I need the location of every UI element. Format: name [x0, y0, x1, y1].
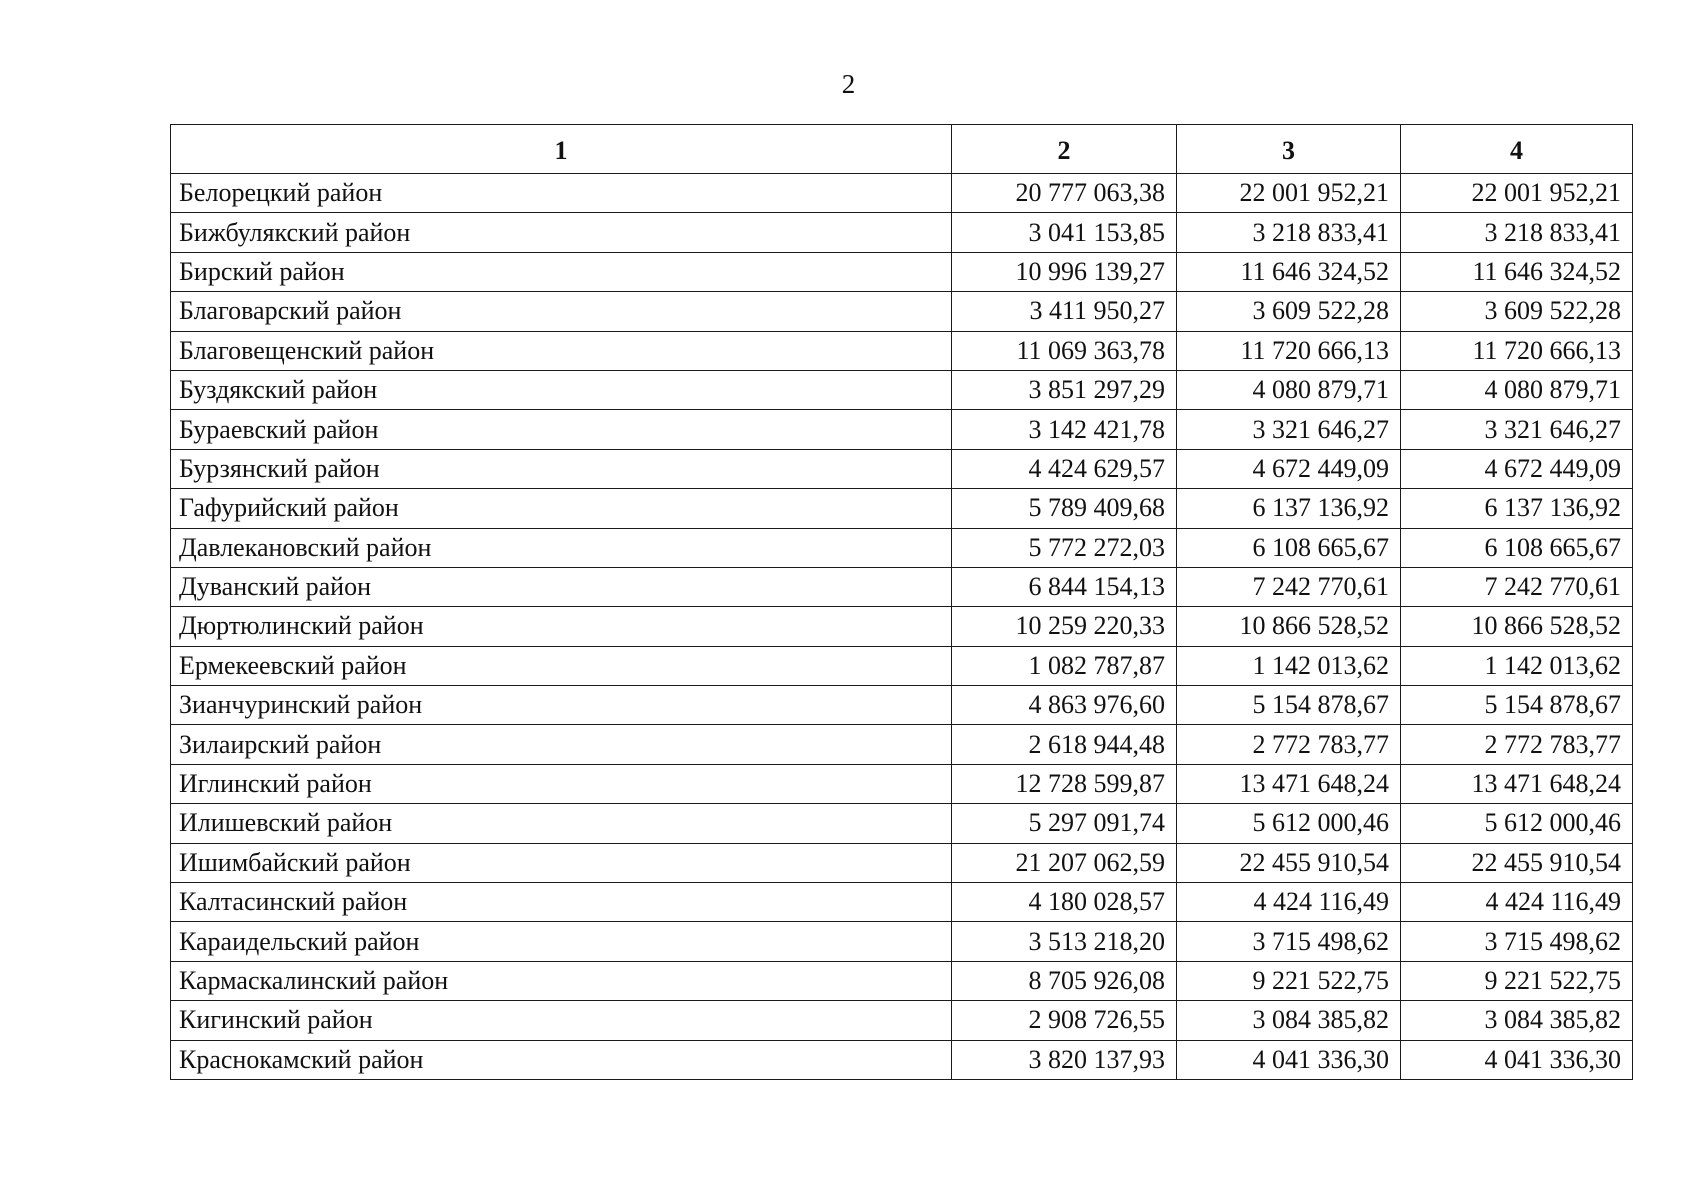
- column-4-value-cell: 6 108 665,67: [1401, 528, 1633, 567]
- column-header-1: 1: [171, 125, 952, 174]
- district-name-cell: Кармаскалинский район: [171, 961, 952, 1000]
- district-name-cell: Бижбулякский район: [171, 213, 952, 252]
- column-2-value-cell: 8 705 926,08: [952, 961, 1177, 1000]
- table-row: [171, 686, 1633, 725]
- column-4-value-cell: 4 424 116,49: [1401, 883, 1633, 922]
- column-3-value-cell: 22 001 952,21: [1177, 174, 1401, 213]
- district-name-cell: Бураевский район: [171, 410, 952, 449]
- column-3-value-cell: 2 772 783,77: [1177, 725, 1401, 764]
- column-header-3: 3: [1177, 125, 1401, 174]
- district-name-cell: Благовещенский район: [171, 331, 952, 370]
- table-header: [171, 125, 1633, 174]
- district-name-cell: Ермекеевский район: [171, 646, 952, 685]
- table-row: [171, 1001, 1633, 1040]
- table-row: [171, 961, 1633, 1000]
- table-row: [171, 410, 1633, 449]
- column-4-value-cell: 10 866 528,52: [1401, 607, 1633, 646]
- column-4-value-cell: 3 218 833,41: [1401, 213, 1633, 252]
- column-2-value-cell: 5 297 091,74: [952, 804, 1177, 843]
- column-4-value-cell: 11 646 324,52: [1401, 252, 1633, 291]
- column-3-value-cell: 3 609 522,28: [1177, 292, 1401, 331]
- table-row: [171, 607, 1633, 646]
- column-3-value-cell: 4 080 879,71: [1177, 370, 1401, 409]
- table-body: [171, 174, 1633, 1080]
- district-name-cell: Буздякский район: [171, 370, 952, 409]
- column-3-value-cell: 1 142 013,62: [1177, 646, 1401, 685]
- column-header-2: 2: [952, 125, 1177, 174]
- table-row: [171, 370, 1633, 409]
- column-2-value-cell: 3 513 218,20: [952, 922, 1177, 961]
- column-3-value-cell: 5 612 000,46: [1177, 804, 1401, 843]
- column-4-value-cell: 7 242 770,61: [1401, 567, 1633, 606]
- column-3-value-cell: 6 137 136,92: [1177, 489, 1401, 528]
- district-name-cell: Краснокамский район: [171, 1040, 952, 1079]
- district-name-cell: Белорецкий район: [171, 174, 952, 213]
- column-3-value-cell: 11 646 324,52: [1177, 252, 1401, 291]
- column-3-value-cell: 10 866 528,52: [1177, 607, 1401, 646]
- district-name-cell: Иглинский район: [171, 764, 952, 803]
- table-row: [171, 567, 1633, 606]
- column-2-value-cell: 21 207 062,59: [952, 843, 1177, 882]
- column-3-value-cell: 4 424 116,49: [1177, 883, 1401, 922]
- column-2-value-cell: 20 777 063,38: [952, 174, 1177, 213]
- table-row: [171, 843, 1633, 882]
- table-row: [171, 449, 1633, 488]
- table-row: [171, 764, 1633, 803]
- column-2-value-cell: 10 259 220,33: [952, 607, 1177, 646]
- district-name-cell: Давлекановский район: [171, 528, 952, 567]
- column-2-value-cell: 3 142 421,78: [952, 410, 1177, 449]
- table-row: [171, 922, 1633, 961]
- column-4-value-cell: 4 041 336,30: [1401, 1040, 1633, 1079]
- district-name-cell: Дуванский район: [171, 567, 952, 606]
- column-3-value-cell: 6 108 665,67: [1177, 528, 1401, 567]
- table-row: [171, 1040, 1633, 1079]
- column-2-value-cell: 2 618 944,48: [952, 725, 1177, 764]
- column-4-value-cell: 4 672 449,09: [1401, 449, 1633, 488]
- column-4-value-cell: 3 084 385,82: [1401, 1001, 1633, 1040]
- district-name-cell: Кигинский район: [171, 1001, 952, 1040]
- column-3-value-cell: 3 218 833,41: [1177, 213, 1401, 252]
- table-row: [171, 252, 1633, 291]
- column-2-value-cell: 3 411 950,27: [952, 292, 1177, 331]
- header-row: [171, 125, 1633, 174]
- column-4-value-cell: 3 609 522,28: [1401, 292, 1633, 331]
- table-row: [171, 725, 1633, 764]
- column-4-value-cell: 3 715 498,62: [1401, 922, 1633, 961]
- column-3-value-cell: 3 084 385,82: [1177, 1001, 1401, 1040]
- column-2-value-cell: 4 180 028,57: [952, 883, 1177, 922]
- district-name-cell: Караидельский район: [171, 922, 952, 961]
- district-name-cell: Гафурийский район: [171, 489, 952, 528]
- column-4-value-cell: 13 471 648,24: [1401, 764, 1633, 803]
- column-4-value-cell: 2 772 783,77: [1401, 725, 1633, 764]
- district-name-cell: Ишимбайский район: [171, 843, 952, 882]
- district-name-cell: Зилаирский район: [171, 725, 952, 764]
- column-4-value-cell: 4 080 879,71: [1401, 370, 1633, 409]
- district-name-cell: Зианчуринский район: [171, 686, 952, 725]
- column-3-value-cell: 22 455 910,54: [1177, 843, 1401, 882]
- column-2-value-cell: 6 844 154,13: [952, 567, 1177, 606]
- column-2-value-cell: 4 424 629,57: [952, 449, 1177, 488]
- district-name-cell: Дюртюлинский район: [171, 607, 952, 646]
- column-3-value-cell: 4 672 449,09: [1177, 449, 1401, 488]
- column-4-value-cell: 5 154 878,67: [1401, 686, 1633, 725]
- table-row: [171, 883, 1633, 922]
- data-table: [170, 124, 1633, 1080]
- table-row: [171, 174, 1633, 213]
- column-3-value-cell: 11 720 666,13: [1177, 331, 1401, 370]
- column-4-value-cell: 6 137 136,92: [1401, 489, 1633, 528]
- table-row: [171, 213, 1633, 252]
- table-row: [171, 292, 1633, 331]
- column-2-value-cell: 10 996 139,27: [952, 252, 1177, 291]
- column-2-value-cell: 12 728 599,87: [952, 764, 1177, 803]
- column-header-4: 4: [1401, 125, 1633, 174]
- column-2-value-cell: 3 820 137,93: [952, 1040, 1177, 1079]
- column-2-value-cell: 5 772 272,03: [952, 528, 1177, 567]
- district-name-cell: Бурзянский район: [171, 449, 952, 488]
- column-4-value-cell: 22 001 952,21: [1401, 174, 1633, 213]
- column-3-value-cell: 13 471 648,24: [1177, 764, 1401, 803]
- column-2-value-cell: 3 851 297,29: [952, 370, 1177, 409]
- table-row: [171, 331, 1633, 370]
- column-2-value-cell: 1 082 787,87: [952, 646, 1177, 685]
- column-3-value-cell: 3 321 646,27: [1177, 410, 1401, 449]
- column-3-value-cell: 9 221 522,75: [1177, 961, 1401, 1000]
- column-4-value-cell: 5 612 000,46: [1401, 804, 1633, 843]
- column-3-value-cell: 5 154 878,67: [1177, 686, 1401, 725]
- column-4-value-cell: 11 720 666,13: [1401, 331, 1633, 370]
- column-4-value-cell: 9 221 522,75: [1401, 961, 1633, 1000]
- column-4-value-cell: 22 455 910,54: [1401, 843, 1633, 882]
- column-3-value-cell: 3 715 498,62: [1177, 922, 1401, 961]
- column-3-value-cell: 4 041 336,30: [1177, 1040, 1401, 1079]
- column-4-value-cell: 1 142 013,62: [1401, 646, 1633, 685]
- column-4-value-cell: 3 321 646,27: [1401, 410, 1633, 449]
- district-name-cell: Илишевский район: [171, 804, 952, 843]
- page-number: 2: [841, 69, 856, 99]
- column-2-value-cell: 2 908 726,55: [952, 1001, 1177, 1040]
- column-2-value-cell: 5 789 409,68: [952, 489, 1177, 528]
- table-row: [171, 804, 1633, 843]
- district-name-cell: Бирский район: [171, 252, 952, 291]
- table-row: [171, 528, 1633, 567]
- column-3-value-cell: 7 242 770,61: [1177, 567, 1401, 606]
- district-name-cell: Благоварский район: [171, 292, 952, 331]
- column-2-value-cell: 3 041 153,85: [952, 213, 1177, 252]
- table-row: [171, 489, 1633, 528]
- table-row: [171, 646, 1633, 685]
- column-2-value-cell: 4 863 976,60: [952, 686, 1177, 725]
- district-name-cell: Калтасинский район: [171, 883, 952, 922]
- column-2-value-cell: 11 069 363,78: [952, 331, 1177, 370]
